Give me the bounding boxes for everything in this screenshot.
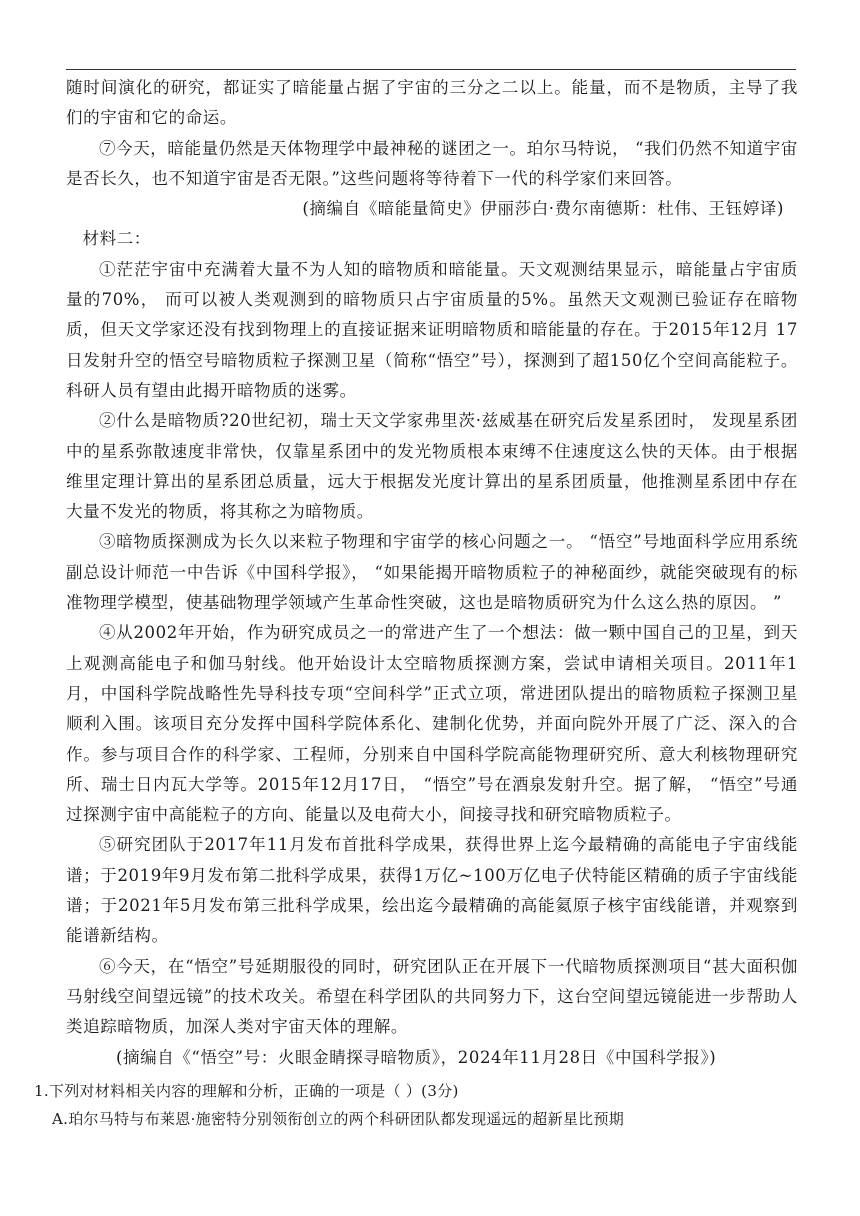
question-1	[34, 1077, 794, 1133]
material1-paragraph-7: ⑦今天，暗能量仍然是天体物理学中最神秘的谜团之一。珀尔马特说， “我们仍然不知道宇宙是否长久，也不知道宇宙是否无限。”这些问题将等待着下一代的科学家们来回答。	[66, 138, 798, 188]
material2-paragraph-2: ②什么是暗物质?20世纪初，瑞士天文学家弗里茨·兹威基在研究后发星系团时， 发现星系团中的星系弥散速度非常快，仅靠星系团中的发光物质根本束缚不住速度这么快的天体。由于根据维里定理计算出的星系团总质量，远大于根据发光度计算出的星系团质量，他推测星系团中存在大量不发光的物质，将其称之为暗物质。	[66, 411, 798, 522]
material2-paragraph-3: ③暗物质探测成为长久以来粒子物理和宇宙学的核心问题之一。 “悟空”号地面科学应用系统副总设计师范一中告诉《中国科学报》， “如果能揭开暗物质粒子的神秘面纱，就能突破现有的标准物理学模型，使基础物理学领域产生革命性突破，这也是暗物质研究为什么这么热的原因。 ”	[66, 532, 798, 613]
material2-paragraph-6: ⑥今天，在“悟空”号延期服役的同时，研究团队正在开展下一代暗物质探测项目“甚大面积伽马射线空间望远镜”的技术攻关。希望在科学团队的共同努力下，这台空间望远镜能进一步帮助人类追踪暗物质，加深人类对宇宙天体的理解。	[66, 956, 798, 1037]
material2-paragraph-5: ⑤研究团队于2017年11月发布首批科学成果，获得世界上迄今最精确的高能电子宇宙线能谱；于2019年9月发布第二批科学成果，获得1万亿~100万亿电子伏特能区精确的质子宇宙线能谱；于2021年5月发布第三批科学成果，绘出迄今最精确的高能氦原子核宇宙线能谱，并观察到能谱新结构。	[66, 835, 798, 946]
material2-paragraph-1: ①茫茫宇宙中充满着大量不为人知的暗物质和暗能量。天文观测结果显示，暗能量占宇宙质量的70%， 而可以被人类观测到的暗物质只占宇宙质量的5%。虽然天文观测已验证存在暗物质，但天文学家还没有找到物理上的直接证据来证明暗物质和暗能量的存在。于2015年12月 17日发射升空的悟空号暗物质粒子探测卫星（简称“悟空”号），探测到了超150亿个空间高能粒子。科研人员有望由此揭开暗物质的迷雾。	[66, 259, 798, 400]
reading-passage	[66, 73, 798, 1073]
material2-paragraph-4: ④从2002年开始，作为研究成员之一的常进产生了一个想法：做一颗中国自己的卫星，到天上观测高能电子和伽马射线。他开始设计太空暗物质探测方案，尝试申请相关项目。2011年1月，中国科学院战略性先导科技专项“空间科学”正式立项，常进团队提出的暗物质粒子探测卫星顺利入围。该项目充分发挥中国科学院体系化、建制化优势，并面向院外开展了广泛、深入的合作。参与项目合作的科学家、工程师，分别来自中国科学院高能物理研究所、意大利核物理研究所、瑞士日内瓦大学等。2015年12月17日， “悟空”号在酒泉发射升空。据了解， “悟空”号通过探测宇宙中高能粒子的方向、能量以及电荷大小，间接寻找和研究暗物质粒子。	[66, 623, 798, 825]
material2-source: (摘编自《“悟空”号：火眼金睛探寻暗物质》，2024年11月28日《中国科学报》)	[116, 1047, 717, 1067]
material1-paragraph-continued: 随时间演化的研究，都证实了暗能量占据了宇宙的三分之二以上。能量，而不是物质，主导了我们的宇宙和它的命运。	[66, 78, 798, 128]
material1-source: (摘编自《暗能量简史》伊丽莎白·费尔南德斯：杜伟、王钰婷译)	[302, 199, 784, 219]
header-rule	[66, 69, 796, 70]
question-1-option-a: A.珀尔马特与布莱恩·施密特分别领衔创立的两个科研团队都发现遥远的超新星比预期	[52, 1110, 625, 1128]
material2-label: 材料二：	[82, 229, 151, 249]
question-1-stem: 1.下列对材料相关内容的理解和分析，正确的一项是（ ）(3分)	[34, 1082, 459, 1100]
